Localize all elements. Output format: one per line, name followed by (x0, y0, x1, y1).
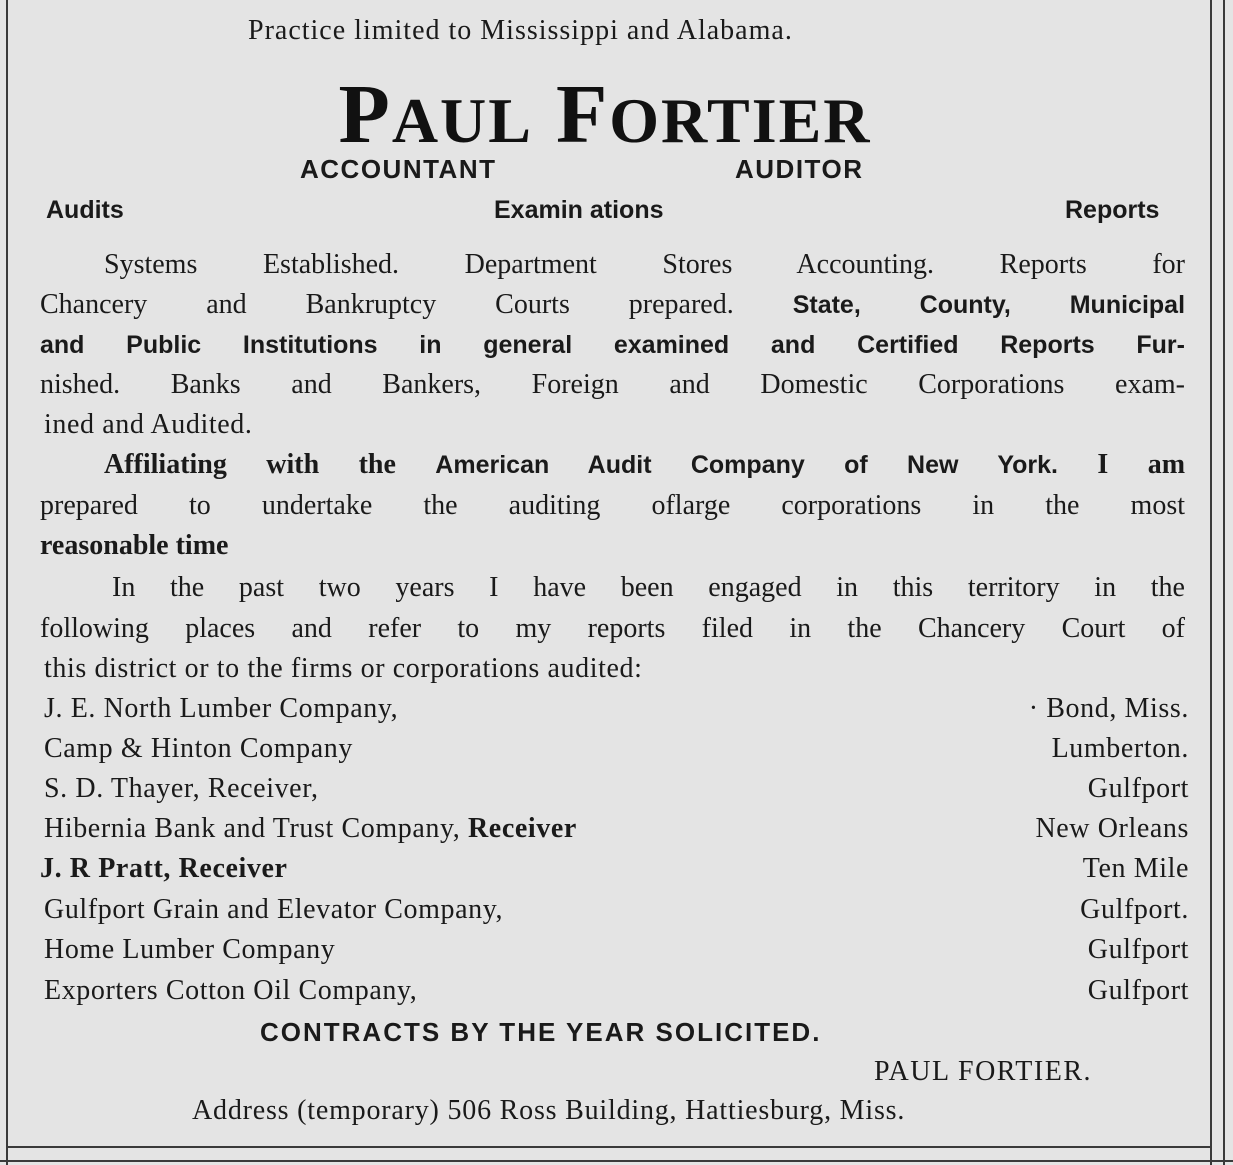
signature: PAUL FORTIER. (874, 1056, 1093, 1087)
para2-line2: prepared to undertake the auditing oflarge corporations in the most (40, 490, 1185, 521)
client-row (44, 933, 1189, 967)
client-place: · Bond, Miss. (1028, 693, 1189, 724)
right-border-rule-inner (1210, 0, 1212, 1165)
client-place: Ten Mile (1082, 853, 1189, 884)
advertiser-name (0, 70, 1210, 166)
name-initial-f: F (555, 68, 610, 161)
practice-line: Practice limited to Mississippi and Alabama. (248, 15, 793, 46)
client-name-text: Hibernia Bank and Trust Company, (44, 813, 461, 844)
para3-line2: following places and refer to my reports filed in the Chancery Court of (40, 613, 1185, 644)
para1-line4: nished. Banks and Bankers, Foreign and Domestic Corporations exam- (40, 369, 1185, 400)
para3-line1: In the past two years I have been engaged in this territory in the (112, 572, 1185, 603)
para2-line1-company: American Audit Company of New York. (435, 451, 1058, 479)
client-place: Gulfport (1087, 934, 1189, 965)
address-line: Address (temporary) 506 Ross Building, Hattiesburg, Miss. (192, 1095, 906, 1126)
role-auditor: AUDITOR (735, 154, 864, 184)
para2-line1-c: I am (1097, 449, 1185, 480)
para1-line2 (40, 288, 1185, 322)
client-name: S. D. Thayer, Receiver, (44, 773, 319, 804)
service-examinations: Examin ations (494, 196, 664, 224)
role-accountant: ACCOUNTANT (300, 154, 497, 184)
right-border-rule-outer (1223, 0, 1225, 1165)
client-row (44, 893, 1189, 927)
client-name: J. E. North Lumber Company, (44, 693, 399, 724)
client-place: Gulfport. (1080, 894, 1189, 925)
name-rest-ortier: ORTIER (609, 85, 872, 156)
service-reports: Reports (1065, 196, 1160, 224)
client-name: J. R Pratt, Receiver (40, 853, 288, 884)
bottom-border-rule-outer (0, 1160, 1233, 1162)
client-name: Gulfport Grain and Elevator Company, (44, 894, 504, 925)
client-name (44, 812, 577, 846)
client-place: Gulfport (1087, 975, 1189, 1006)
client-row (44, 692, 1189, 726)
para1-line1: Systems Established. Department Stores Accounting. Reports for (104, 249, 1185, 280)
client-name: Exporters Cotton Oil Company, (44, 975, 418, 1006)
left-border-rule (6, 0, 8, 1165)
name-initial-p: P (338, 68, 392, 161)
para2-line1-a: Affiliating with the (104, 449, 396, 480)
client-row (44, 772, 1189, 806)
client-row (44, 732, 1189, 766)
client-row (40, 852, 1189, 886)
client-name: Home Lumber Company (44, 934, 336, 965)
bottom-border-rule-inner (6, 1146, 1212, 1148)
client-row (44, 974, 1189, 1008)
client-place: Lumberton. (1051, 733, 1189, 764)
para3-line3: this district or to the firms or corporations audited: (44, 653, 643, 684)
para1-line3-bold-b: Certified Reports Fur- (857, 331, 1185, 359)
service-audits: Audits (46, 196, 124, 224)
contracts-solicited: CONTRACTS BY THE YEAR SOLICITED. (260, 1017, 822, 1047)
para2-line1 (104, 448, 1185, 482)
para1-line5: ined and Audited. (44, 409, 253, 440)
para1-line2-text: Chancery and Bankruptcy Courts prepared. (40, 289, 734, 320)
para1-line3-bold-a: and Public Institutions in general examined and (40, 331, 816, 359)
para1-line3 (40, 328, 1185, 362)
client-place: Gulfport (1087, 773, 1189, 804)
client-row (44, 812, 1189, 846)
client-name: Camp & Hinton Company (44, 733, 353, 764)
para1-line2-bold: State, County, Municipal (792, 291, 1185, 319)
para2-line3: reasonable time (40, 530, 229, 561)
name-rest-aul: AUL (391, 85, 533, 156)
client-name-bold: Receiver (467, 813, 577, 844)
client-place: New Orleans (1035, 813, 1189, 844)
